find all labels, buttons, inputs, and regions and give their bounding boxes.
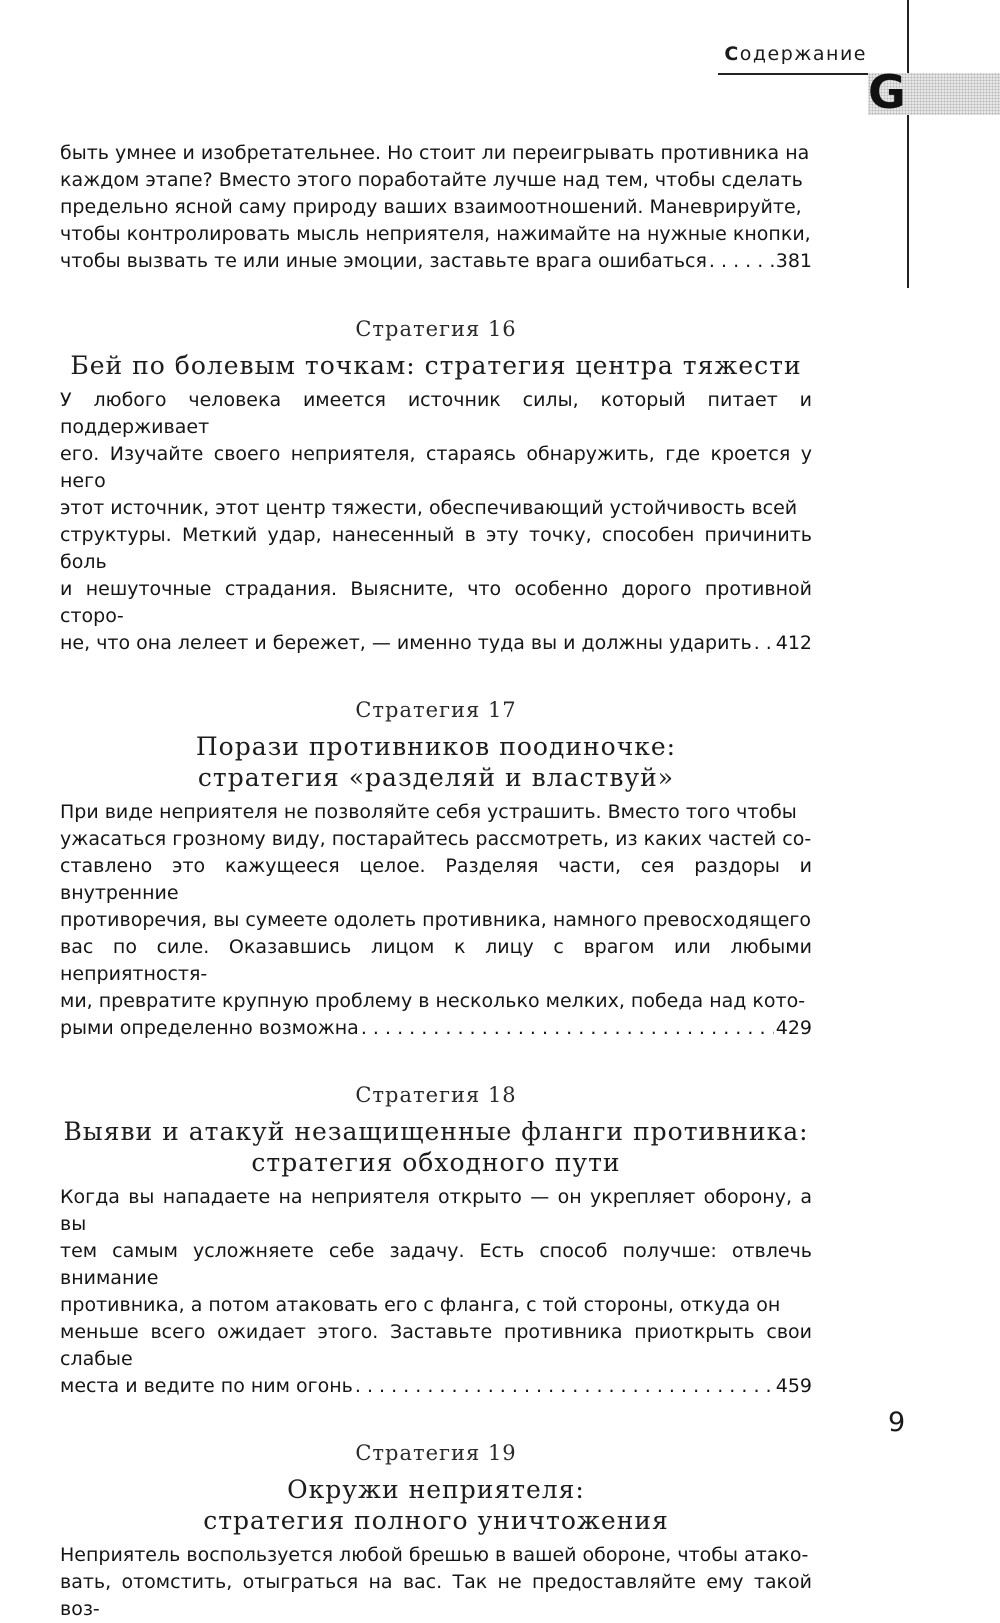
- text-line: тем самым усложняете себе задачу. Есть способ получше: отвлечь внимание: [60, 1240, 812, 1289]
- strategy-subtitle: стратегия полного уничтожения: [203, 1506, 669, 1535]
- text-line: чтобы контролировать мысль неприятеля, нажимайте на нужные кнопки,: [60, 223, 811, 245]
- header-rest: одержание: [739, 43, 867, 65]
- text-line: чтобы вызвать те или иные эмоции, заставьте врага ошибаться: [60, 250, 707, 272]
- toc-section-16: [60, 316, 812, 657]
- dot-leader: [709, 248, 774, 275]
- text-line: У любого человека имеется источник силы, который питает и поддерживает: [60, 389, 812, 438]
- strategy-title: Бей по болевым точкам: стратегия центра тяжести: [70, 351, 802, 380]
- toc-entry-line[interactable]: [60, 1373, 812, 1400]
- intro-paragraph: [60, 140, 812, 275]
- text-line: каждом этапе? Вместо этого поработайте лучше над тем, чтобы сделать: [60, 169, 803, 191]
- text-line: Когда вы нападаете на неприятеля открыто — он укрепляет оборону, а вы: [60, 1186, 812, 1235]
- chapter-tab-letter: G: [868, 65, 906, 119]
- strategy-subtitle: стратегия обходного пути: [251, 1148, 621, 1177]
- text-line: структуры. Меткий удар, нанесенный в эту точку, способен причинить боль: [60, 524, 812, 573]
- strategy-subtitle: стратегия «разделяй и властвуй»: [197, 763, 675, 792]
- page-number: 9: [888, 1407, 906, 1438]
- text-line: противника, а потом атаковать его с фланга, с той стороны, откуда он: [60, 1294, 781, 1316]
- text-line: не, что она лелеет и бережет, — именно туда вы и должны ударить: [60, 632, 752, 654]
- page-ref: 381: [775, 250, 812, 272]
- text-line: этот источник, этот центр тяжести, обеспечивающий устойчивость всей: [60, 497, 798, 519]
- dot-leader: [355, 1373, 774, 1400]
- strategy-title: Окружи неприятеля:: [287, 1475, 585, 1504]
- text-line: быть умнее и изобретательнее. Но стоит ли переигрывать противника на: [60, 142, 810, 164]
- toc-section-19: [60, 1440, 812, 1623]
- page-ref: 412: [775, 632, 812, 654]
- page-ref: 429: [775, 1017, 812, 1039]
- strategy-number: Стратегия 16: [355, 317, 517, 341]
- text-line: ужасаться грозному виду, постарайтесь рассмотреть, из каких частей со-: [60, 828, 812, 850]
- text-line: При виде неприятеля не позволяйте себя устрашить. Вместо того чтобы: [60, 801, 797, 823]
- strategy-title: Порази противников поодиночке:: [195, 732, 677, 761]
- margin-vertical-rule: [907, 0, 909, 288]
- dot-leader: [361, 1015, 774, 1042]
- strategy-number: Стратегия 19: [355, 1441, 517, 1465]
- toc-section-17: [60, 697, 812, 1042]
- running-header: [724, 43, 867, 65]
- strategy-title: Выяви и атакуй незащищенные фланги противника:: [63, 1117, 809, 1146]
- text-line: вас по силе. Оказавшись лицом к лицу с врагом или любыми неприятностя-: [60, 936, 812, 985]
- text-line: меньше всего ожидает этого. Заставьте противника приоткрыть свои слабые: [60, 1321, 812, 1370]
- header-initial: С: [724, 43, 740, 65]
- toc-entry-line[interactable]: [60, 248, 812, 275]
- toc-section-18: [60, 1082, 812, 1400]
- text-line: места и ведите по ним огонь: [60, 1375, 353, 1397]
- text-line: ставлено это кажущееся целое. Разделяя части, сея раздоры и внутренние: [60, 855, 812, 904]
- dot-leader: [754, 630, 774, 657]
- strategy-number: Стратегия 17: [355, 698, 517, 722]
- text-line: предельно ясной саму природу ваших взаимоотношений. Маневрируйте,: [60, 196, 802, 218]
- toc-entry-line[interactable]: [60, 630, 812, 657]
- text-line: противоречия, вы сумеете одолеть противника, намного превосходящего: [60, 909, 811, 931]
- strategy-number: Стратегия 18: [355, 1083, 517, 1107]
- page-ref: 459: [775, 1375, 812, 1397]
- text-line: рыми определенно возможна: [60, 1017, 359, 1039]
- text-line: его. Изучайте своего неприятеля, стараясь обнаружить, где кроется у него: [60, 443, 812, 492]
- text-line: ми, превратите крупную проблему в несколько мелких, победа над кото-: [60, 990, 806, 1012]
- toc-entry-line[interactable]: [60, 1015, 812, 1042]
- toc-content: [60, 140, 812, 1623]
- text-line: вать, отомстить, отыграться на вас. Так не предоставляйте ему такой воз-: [60, 1571, 812, 1620]
- text-line: и нешуточные страдания. Выясните, что особенно дорого противной сторо-: [60, 578, 812, 627]
- text-line: Неприятель воспользуется любой брешью в вашей обороне, чтобы атако-: [60, 1544, 809, 1566]
